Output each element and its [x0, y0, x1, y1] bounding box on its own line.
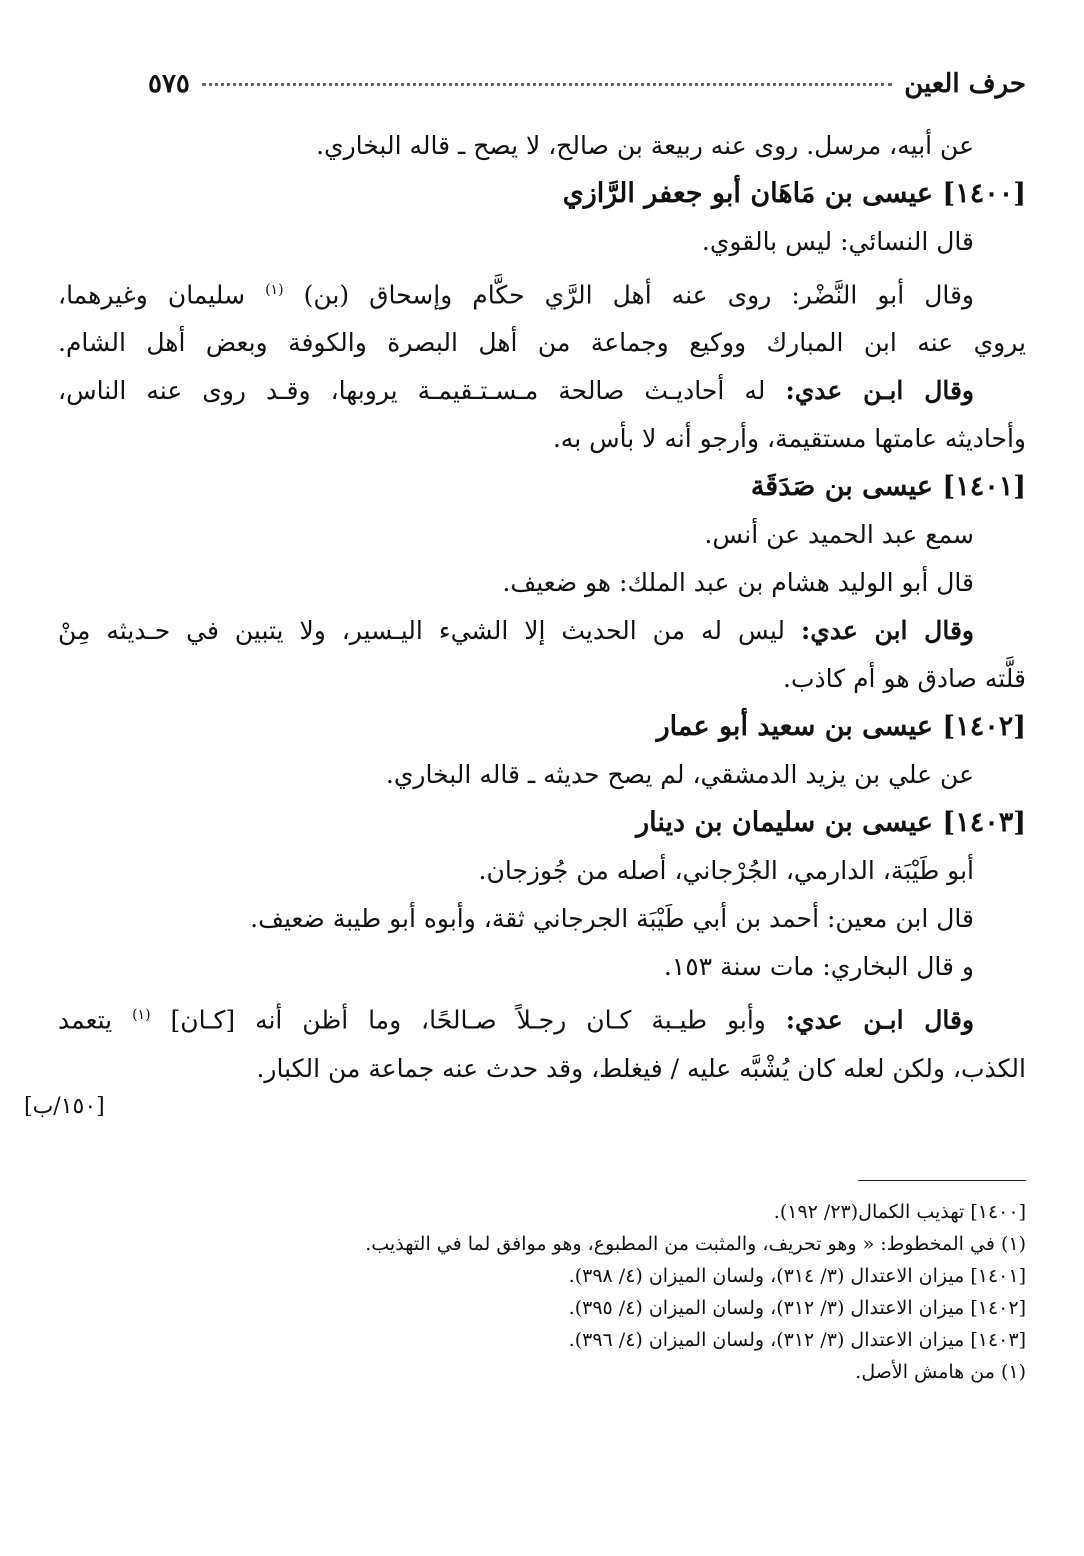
speaker-label: وقال ابن عدي:	[801, 616, 974, 646]
text-segment: ليس له من الحديث إلا الشيء اليـسير، ولا يتبين في حـديثه مِنْ	[58, 616, 786, 646]
text-line: يروي عنه ابن المبارك ووكيع وجماعة من أهل البصرة والكوفة وبعض أهل الشام.	[58, 328, 1026, 358]
text-line: قال النسائي: ليس بالقوي.	[701, 227, 974, 256]
text-line: أبو طَيْبَة، الدارمي، الجُرْجاني، أصله من جُوزجان.	[478, 856, 974, 886]
text-line: قال ابن معين: أحمد بن أبي طَيْبَة الجرجاني ثقة، وأبوه أبو طيبة ضعيف.	[250, 904, 974, 934]
text-segment: له أحاديـث صالحة مـسـتـقيمـة يروبها، وقـد روى عنه الناس،	[58, 376, 766, 406]
footnote-marker: (١)	[132, 1007, 151, 1024]
text-line	[58, 607, 1026, 655]
main-text	[58, 122, 1026, 1093]
text-line	[58, 367, 1026, 415]
chapter-title: حرف العين	[904, 69, 1026, 99]
text-line: عن علي بن يزيد الدمشقي، لم يصح حديثه ـ قاله البخاري.	[385, 760, 974, 790]
entry-heading-1403: [١٤٠٣] عيسى بن سليمان بن دينار	[636, 807, 1026, 839]
speaker-label: وقال ابـن عدي:	[785, 1005, 975, 1035]
text-line: سمع عبد الحميد عن أنس.	[704, 520, 974, 550]
entry-heading-1401: [١٤٠١] عيسى بن صَدَقَة	[750, 471, 1026, 503]
footnote-marker: (١)	[265, 282, 284, 298]
footnote: [١٤٠١] ميزان الاعتدال (٣/ ٣١٤)، ولسان الميزان (٤/ ٣٩٨).	[568, 1265, 1026, 1287]
text-segment: سليمان وغيرهما،	[58, 280, 246, 310]
footnotes	[58, 1196, 1026, 1388]
text-segment: وقال أبو النَّضْر: روى عنه أهل الرَّي حكَّام وإسحاق (بن)	[303, 280, 974, 310]
text-line: الكذب، ولكن لعله كان يُشْبَّه عليه / فيغلط، وقد حدث عنه جماعة من الكبار.	[256, 1053, 1026, 1083]
footnote-separator	[858, 1180, 1026, 1181]
entry-heading-1402: [١٤٠٢] عيسى بن سعيد أبو عمار	[656, 711, 1026, 743]
footnote: [١٤٠٢] ميزان الاعتدال (٣/ ٣١٢)، ولسان الميزان (٤/ ٣٩٥).	[568, 1297, 1026, 1319]
text-segment: يتعمد	[58, 1005, 113, 1035]
manuscript-folio-ref: [١٥٠/ب]	[24, 1094, 105, 1119]
header-dotted-rule	[202, 83, 892, 86]
text-line	[58, 991, 1026, 1044]
running-header	[148, 66, 1026, 102]
text-line: قال أبو الوليد هشام بن عبد الملك: هو ضعيف.	[502, 568, 974, 598]
footnote: (١) في المخطوط: « وهو تحريف، والمثبت من المطبوع، وهو موافق لما في التهذيب.	[365, 1233, 1026, 1255]
text-line	[58, 266, 1026, 319]
footnote: (١) من هامش الأصل.	[855, 1361, 1026, 1383]
page-number: ٥٧٥	[148, 69, 190, 99]
text-line: عن أبيه، مرسل. روى عنه ربيعة بن صالح، لا يصح ـ قاله البخاري.	[316, 131, 974, 160]
speaker-label: وقال ابـن عدي:	[785, 376, 974, 406]
text-line: و قال البخاري: مات سنة ١٥٣.	[663, 952, 974, 982]
text-segment: وأبو طيـبة كـان رجـلاً صـالحًا، وما أظن أنه [كـان]	[170, 1005, 766, 1035]
entry-heading-1400: [١٤٠٠] عيسى بن مَاهَان أبو جعفر الرَّازي	[562, 178, 1026, 209]
text-line: قلَّته صادق هو أم كاذب.	[783, 664, 1026, 694]
footnote: [١٤٠٣] ميزان الاعتدال (٣/ ٣١٢)، ولسان الميزان (٤/ ٣٩٦).	[568, 1329, 1026, 1351]
text-line: وأحاديثه عامتها مستقيمة، وأرجو أنه لا بأس به.	[552, 424, 1026, 454]
footnote: [١٤٠٠] تهذيب الكمال(٢٣/ ١٩٢).	[773, 1201, 1026, 1223]
